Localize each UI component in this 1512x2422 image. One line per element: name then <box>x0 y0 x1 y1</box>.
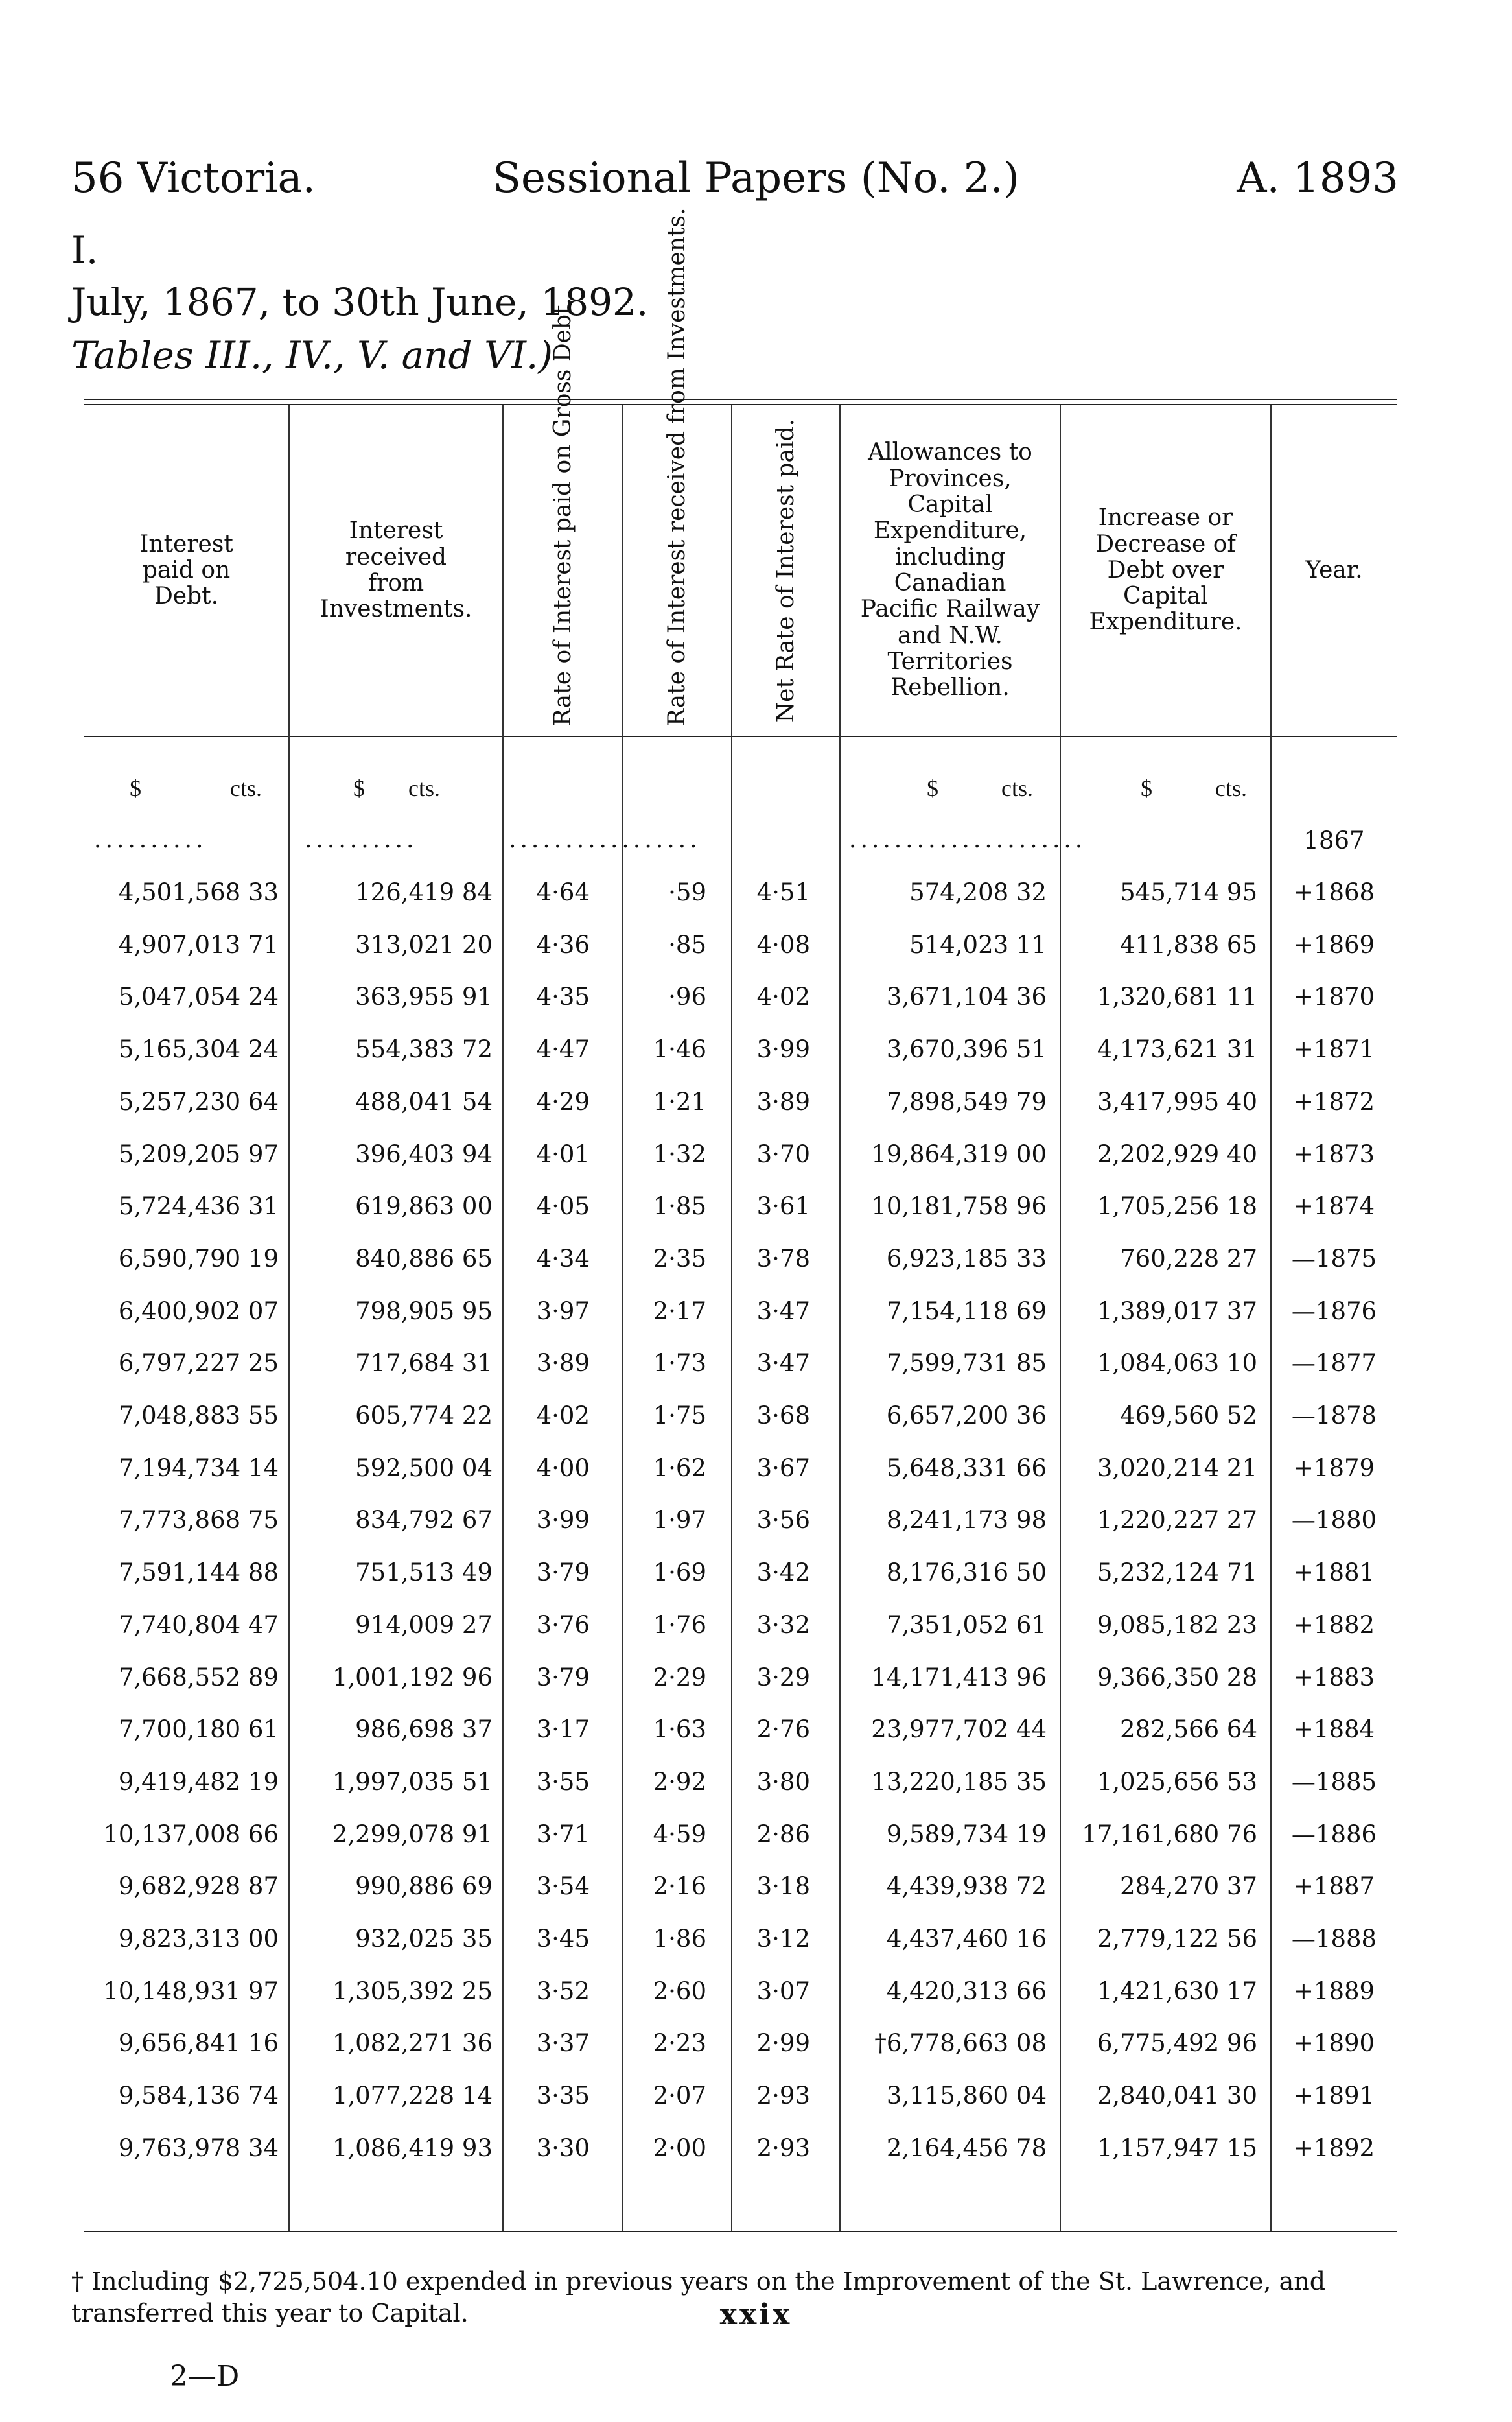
cell-net: 3·42 <box>756 1558 810 1586</box>
cell-paid: 4,907,013 71 <box>118 931 279 959</box>
cell-incr: 1,220,227 27 <box>1097 1506 1257 1534</box>
cell-net: 3·56 <box>756 1506 810 1534</box>
cell-paid: 7,668,552 89 <box>118 1664 279 1691</box>
cell-incr: 1,157,947 15 <box>1097 2134 1257 2162</box>
cell-received: 1,082,271 36 <box>332 2029 493 2057</box>
header-left: 56 Victoria. <box>71 154 316 202</box>
cell-incr: 411,838 65 <box>1120 931 1257 959</box>
rate-gross-label: Rate of Interest paid on Gross Debt. <box>549 297 576 726</box>
cell-year: —1885 <box>1291 1768 1377 1796</box>
table-bottom-rule <box>84 2231 1397 2232</box>
cell-paid: 10,148,931 97 <box>103 1977 279 2005</box>
cell-year: +1882 <box>1293 1611 1375 1639</box>
cell-net: 3·07 <box>756 1977 810 2005</box>
cell-allow: 7,154,118 69 <box>886 1297 1047 1325</box>
unit-dollar-3: $ <box>927 775 938 801</box>
cell-received: 834,792 67 <box>355 1506 493 1534</box>
unit-dollar-1: $ <box>130 775 141 801</box>
cell-received: 717,684 31 <box>355 1349 493 1377</box>
cell-inv: 1·21 <box>653 1088 706 1116</box>
cell-year: +1873 <box>1293 1140 1375 1168</box>
cell-allow: 3,670,396 51 <box>886 1035 1047 1063</box>
unit-cents-4: cts. <box>1215 775 1247 801</box>
year-1867: 1867 <box>1303 827 1365 854</box>
cell-year: +1884 <box>1293 1715 1375 1743</box>
cell-inv: 2·35 <box>653 1245 706 1273</box>
cell-allow: 574,208 32 <box>909 878 1047 906</box>
cell-incr: 760,228 27 <box>1120 1245 1257 1273</box>
cell-received: 313,021 20 <box>355 931 493 959</box>
cell-gross: 3·71 <box>536 1820 590 1848</box>
cell-gross: 3·37 <box>536 2029 590 2057</box>
cell-paid: 9,656,841 16 <box>118 2029 279 2057</box>
cell-inv: 1·75 <box>653 1402 706 1429</box>
cell-paid: 7,740,804 47 <box>118 1611 279 1639</box>
cell-inv: 2·17 <box>653 1297 706 1325</box>
cell-gross: 4·05 <box>536 1192 590 1220</box>
unit-cents-2: cts. <box>408 775 440 801</box>
leader-dots-3: ................. <box>509 827 701 853</box>
cell-incr: 1,421,630 17 <box>1097 1977 1257 2005</box>
col-head-allowances: Allowances to Provinces, Capital Expenditure, including Canadian Pacific Railway and N.W. Territories Rebellion. <box>860 439 1040 701</box>
cell-net: 3·89 <box>756 1088 810 1116</box>
cell-inv: 1·69 <box>653 1558 706 1586</box>
col-head-rate-investments <box>623 207 731 736</box>
cell-net: 4·08 <box>756 931 810 959</box>
cell-incr: 3,020,214 21 <box>1097 1454 1257 1482</box>
cell-allow: 6,923,185 33 <box>886 1245 1047 1273</box>
cell-year: —1878 <box>1291 1402 1377 1429</box>
unit-dollar-2: $ <box>353 775 365 801</box>
cell-paid: 9,682,928 87 <box>118 1872 279 1900</box>
cell-year: —1877 <box>1291 1349 1377 1377</box>
cell-inv: 1·86 <box>653 1925 706 1953</box>
cell-paid: 5,257,230 64 <box>118 1088 279 1116</box>
cell-allow: 8,241,173 98 <box>886 1506 1047 1534</box>
page-number: xxix <box>719 2298 793 2331</box>
cell-allow: 23,977,702 44 <box>871 1715 1047 1743</box>
cell-incr: 1,705,256 18 <box>1097 1192 1257 1220</box>
cell-net: 4·02 <box>756 983 810 1011</box>
table-top-rule <box>84 399 1397 400</box>
col-head-net-rate <box>732 405 839 736</box>
unit-dollar-4: $ <box>1141 775 1152 801</box>
cell-inv: 2·07 <box>653 2082 706 2110</box>
cell-gross: 4·00 <box>536 1454 590 1482</box>
cell-incr: 282,566 64 <box>1120 1715 1257 1743</box>
title-line-2: Tables III., IV., V. and VI.) <box>71 333 553 377</box>
cell-year: +1872 <box>1293 1088 1375 1116</box>
cell-gross: 4·35 <box>536 983 590 1011</box>
cell-received: 488,041 54 <box>355 1088 493 1116</box>
cell-gross: 3·76 <box>536 1611 590 1639</box>
cell-net: 3·32 <box>756 1611 810 1639</box>
cell-gross: 4·36 <box>536 931 590 959</box>
cell-gross: 3·99 <box>536 1506 590 1534</box>
leader-dots-4: ..................... <box>849 827 1087 853</box>
cell-allow: 13,220,185 35 <box>871 1768 1047 1796</box>
cell-inv: ·59 <box>668 878 706 906</box>
cell-inv: ·96 <box>668 983 706 1011</box>
unit-cents-1: cts. <box>230 775 262 801</box>
cell-allow: 9,589,734 19 <box>886 1820 1047 1848</box>
cell-year: —1888 <box>1291 1925 1377 1953</box>
cell-year: +1870 <box>1293 983 1375 1011</box>
cell-allow: 7,351,052 61 <box>886 1611 1047 1639</box>
cell-inv: 2·60 <box>653 1977 706 2005</box>
cell-paid: 5,724,436 31 <box>118 1192 279 1220</box>
cell-net: 3·18 <box>756 1872 810 1900</box>
cell-paid: 7,773,868 75 <box>118 1506 279 1534</box>
leader-dots-1: .......... <box>94 827 207 853</box>
cell-gross: 3·35 <box>536 2082 590 2110</box>
header-right: A. 1893 <box>1237 154 1399 202</box>
cell-received: 932,025 35 <box>355 1925 493 1953</box>
cell-allow: 14,171,413 96 <box>871 1664 1047 1691</box>
cell-allow: 19,864,319 00 <box>871 1140 1047 1168</box>
cell-paid: 5,047,054 24 <box>118 983 279 1011</box>
cell-year: +1871 <box>1293 1035 1375 1063</box>
cell-paid: 7,194,734 14 <box>118 1454 279 1482</box>
cell-received: 1,086,419 93 <box>332 2134 493 2162</box>
cell-incr: 9,366,350 28 <box>1097 1664 1257 1691</box>
cell-incr: 17,161,680 76 <box>1082 1820 1257 1848</box>
title-line-1: July, 1867, to 30th June, 1892. <box>71 280 649 324</box>
cell-received: 1,001,192 96 <box>332 1664 493 1691</box>
cell-net: 3·29 <box>756 1664 810 1691</box>
cell-net: 3·80 <box>756 1768 810 1796</box>
cell-received: 1,305,392 25 <box>332 1977 493 2005</box>
cell-allow: 7,898,549 79 <box>886 1088 1047 1116</box>
col-head-interest-received: Interest received from Investments. <box>320 517 472 623</box>
cell-paid: 5,209,205 97 <box>118 1140 279 1168</box>
cell-inv: 2·23 <box>653 2029 706 2057</box>
cell-received: 2,299,078 91 <box>332 1820 493 1848</box>
cell-inv: 1·62 <box>653 1454 706 1482</box>
cell-allow: 4,437,460 16 <box>886 1925 1047 1953</box>
cell-paid: 9,823,313 00 <box>118 1925 279 1953</box>
cell-paid: 9,584,136 74 <box>118 2082 279 2110</box>
cell-year: +1879 <box>1293 1454 1375 1482</box>
cell-year: +1869 <box>1293 931 1375 959</box>
rate-investments-label: Rate of Interest received from Investments. <box>663 207 690 726</box>
cell-gross: 3·52 <box>536 1977 590 2005</box>
cell-year: —1880 <box>1291 1506 1377 1534</box>
cell-inv: 4·59 <box>653 1820 706 1848</box>
header-bottom-rule <box>84 736 1397 737</box>
cell-paid: 7,700,180 61 <box>118 1715 279 1743</box>
cell-received: 605,774 22 <box>355 1402 493 1429</box>
cell-gross: 4·64 <box>536 878 590 906</box>
cell-allow: 4,439,938 72 <box>886 1872 1047 1900</box>
cell-net: 3·67 <box>756 1454 810 1482</box>
cell-inv: 1·76 <box>653 1611 706 1639</box>
cell-inv: 1·32 <box>653 1140 706 1168</box>
cell-paid: 7,048,883 55 <box>118 1402 279 1429</box>
cell-year: —1876 <box>1291 1297 1377 1325</box>
cell-allow: 3,671,104 36 <box>886 983 1047 1011</box>
cell-incr: 1,320,681 11 <box>1097 983 1257 1011</box>
cell-incr: 2,840,041 30 <box>1097 2082 1257 2110</box>
cell-net: 3·47 <box>756 1349 810 1377</box>
cell-net: 2·86 <box>756 1820 810 1848</box>
leader-dots-2: .......... <box>305 827 418 853</box>
cell-gross: 4·34 <box>536 1245 590 1273</box>
cell-allow: 5,648,331 66 <box>886 1454 1047 1482</box>
cell-gross: 3·79 <box>536 1664 590 1691</box>
col-head-interest-paid: Interest paid on Debt. <box>139 530 233 610</box>
cell-incr: 6,775,492 96 <box>1097 2029 1257 2057</box>
cell-allow: 8,176,316 50 <box>886 1558 1047 1586</box>
cell-inv: 2·00 <box>653 2134 706 2162</box>
cell-gross: 4·29 <box>536 1088 590 1116</box>
cell-inv: 1·46 <box>653 1035 706 1063</box>
cell-incr: 3,417,995 40 <box>1097 1088 1257 1116</box>
cell-incr: 9,085,182 23 <box>1097 1611 1257 1639</box>
cell-net: 2·93 <box>756 2134 810 2162</box>
cell-net: 4·51 <box>756 878 810 906</box>
cell-inv: 2·92 <box>653 1768 706 1796</box>
cell-incr: 284,270 37 <box>1120 1872 1257 1900</box>
unit-cents-3: cts. <box>1001 775 1033 801</box>
cell-allow: 6,657,200 36 <box>886 1402 1047 1429</box>
cell-year: —1886 <box>1291 1820 1377 1848</box>
cell-paid: 9,763,978 34 <box>118 2134 279 2162</box>
cell-received: 554,383 72 <box>355 1035 493 1063</box>
cell-inv: 1·63 <box>653 1715 706 1743</box>
cell-inv: 2·29 <box>653 1664 706 1691</box>
cell-year: —1875 <box>1291 1245 1377 1273</box>
cell-net: 2·93 <box>756 2082 810 2110</box>
cell-net: 2·76 <box>756 1715 810 1743</box>
cell-received: 840,886 65 <box>355 1245 493 1273</box>
cell-inv: 2·16 <box>653 1872 706 1900</box>
cell-gross: 3·55 <box>536 1768 590 1796</box>
cell-gross: 3·79 <box>536 1558 590 1586</box>
cell-gross: 4·02 <box>536 1402 590 1429</box>
cell-received: 914,009 27 <box>355 1611 493 1639</box>
cell-year: +1881 <box>1293 1558 1375 1586</box>
cell-year: +1887 <box>1293 1872 1375 1900</box>
cell-incr: 1,084,063 10 <box>1097 1349 1257 1377</box>
cell-paid: 6,590,790 19 <box>118 1245 279 1273</box>
signature-mark: 2—D <box>170 2360 240 2393</box>
header-center: Sessional Papers (No. 2.) <box>493 154 1019 202</box>
cell-net: 3·78 <box>756 1245 810 1273</box>
cell-allow: 514,023 11 <box>909 931 1047 959</box>
cell-incr: 469,560 52 <box>1120 1402 1257 1429</box>
cell-net: 3·99 <box>756 1035 810 1063</box>
cell-incr: 1,389,017 37 <box>1097 1297 1257 1325</box>
cell-incr: 4,173,621 31 <box>1097 1035 1257 1063</box>
cell-received: 1,997,035 51 <box>332 1768 493 1796</box>
cell-received: 986,698 37 <box>355 1715 493 1743</box>
footnote: † Including $2,725,504.10 expended in previous years on the Improvement of the St. Lawrence, and transferred this year to Capital. <box>71 2267 1326 2328</box>
net-rate-label: Net Rate of Interest paid. <box>772 418 799 723</box>
cell-allow: 3,115,860 04 <box>886 2082 1047 2110</box>
cell-allow: 2,164,456 78 <box>886 2134 1047 2162</box>
cell-year: +1874 <box>1293 1192 1375 1220</box>
cell-gross: 4·47 <box>536 1035 590 1063</box>
cell-incr: 545,714 95 <box>1120 878 1257 906</box>
cell-paid: 6,400,902 07 <box>118 1297 279 1325</box>
cell-allow: 7,599,731 85 <box>886 1349 1047 1377</box>
cell-paid: 9,419,482 19 <box>118 1768 279 1796</box>
cell-inv: 1·85 <box>653 1192 706 1220</box>
cell-received: 592,500 04 <box>355 1454 493 1482</box>
cell-incr: 5,232,124 71 <box>1097 1558 1257 1586</box>
cell-net: 3·47 <box>756 1297 810 1325</box>
cell-year: +1868 <box>1293 878 1375 906</box>
cell-paid: 10,137,008 66 <box>103 1820 279 1848</box>
cell-year: +1890 <box>1293 2029 1375 2057</box>
cell-inv: ·85 <box>668 931 706 959</box>
cell-incr: 2,202,929 40 <box>1097 1140 1257 1168</box>
cell-incr: 1,025,656 53 <box>1097 1768 1257 1796</box>
cell-gross: 4·01 <box>536 1140 590 1168</box>
col-head-rate-gross <box>504 297 622 736</box>
cell-received: 751,513 49 <box>355 1558 493 1586</box>
cell-gross: 3·97 <box>536 1297 590 1325</box>
cell-paid: 4,501,568 33 <box>118 878 279 906</box>
cell-received: 1,077,228 14 <box>332 2082 493 2110</box>
cell-allow: †6,778,663 08 <box>874 2029 1047 2057</box>
cell-gross: 3·45 <box>536 1925 590 1953</box>
col-head-year: Year. <box>1305 556 1363 583</box>
cell-allow: 10,181,758 96 <box>871 1192 1047 1220</box>
cell-year: +1891 <box>1293 2082 1375 2110</box>
cell-year: +1892 <box>1293 2134 1375 2162</box>
cell-incr: 2,779,122 56 <box>1097 1925 1257 1953</box>
cell-received: 798,905 95 <box>355 1297 493 1325</box>
cell-gross: 3·17 <box>536 1715 590 1743</box>
cell-inv: 1·73 <box>653 1349 706 1377</box>
cell-year: +1883 <box>1293 1664 1375 1691</box>
cell-net: 3·70 <box>756 1140 810 1168</box>
cell-gross: 3·54 <box>536 1872 590 1900</box>
cell-allow: 4,420,313 66 <box>886 1977 1047 2005</box>
col-head-increase: Increase or Decrease of Debt over Capital Expenditure. <box>1089 504 1242 636</box>
cell-net: 3·68 <box>756 1402 810 1429</box>
cell-received: 619,863 00 <box>355 1192 493 1220</box>
cell-gross: 3·30 <box>536 2134 590 2162</box>
cell-net: 2·99 <box>756 2029 810 2057</box>
cell-net: 3·12 <box>756 1925 810 1953</box>
cell-year: +1889 <box>1293 1977 1375 2005</box>
cell-received: 126,419 84 <box>355 878 493 906</box>
cell-inv: 1·97 <box>653 1506 706 1534</box>
cell-gross: 3·89 <box>536 1349 590 1377</box>
cell-received: 363,955 91 <box>355 983 493 1011</box>
section-label: I. <box>71 228 99 272</box>
cell-paid: 6,797,227 25 <box>118 1349 279 1377</box>
cell-received: 396,403 94 <box>355 1140 493 1168</box>
cell-paid: 7,591,144 88 <box>118 1558 279 1586</box>
cell-net: 3·61 <box>756 1192 810 1220</box>
cell-received: 990,886 69 <box>355 1872 493 1900</box>
cell-paid: 5,165,304 24 <box>118 1035 279 1063</box>
